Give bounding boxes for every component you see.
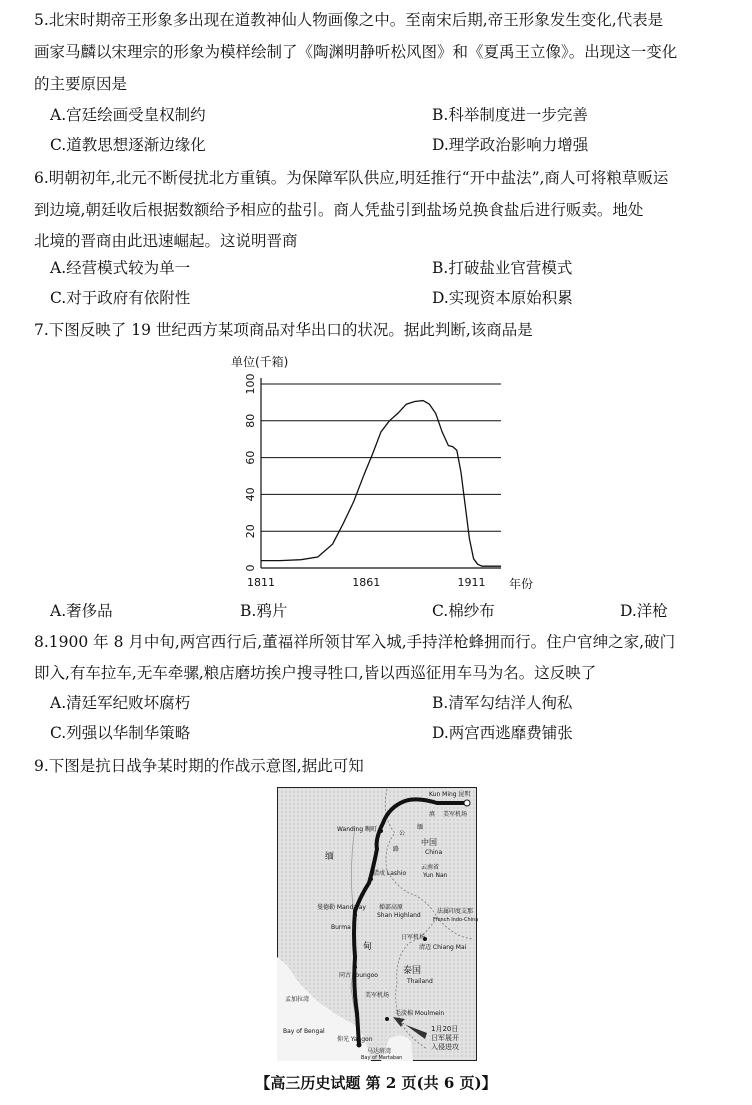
q5-line-1: 5.北宋时期帝王形象多出现在道教神仙人物画像之中。至南宋后期,帝王形象发生变化,代表是 <box>34 11 664 29</box>
map-label-bengal-en: Bay of Bengal <box>283 1028 325 1035</box>
q7-option-c: C.棉纱布 <box>432 602 495 620</box>
wanding-dot <box>379 829 383 833</box>
map-label-martaban-en: Bay of Martaban <box>361 1055 403 1061</box>
chart-x-tick-label: 1911 <box>457 576 486 589</box>
map-label-china-en: China <box>425 849 443 856</box>
chart-y-tick-label: 40 <box>244 487 257 502</box>
map-label-yunnan-cn: 云南省 <box>421 864 440 871</box>
q8-option-a: A.清廷军纪败坏腐朽 <box>50 694 191 712</box>
map-label-kunming: Kun Ming 昆明 <box>429 791 471 798</box>
q8-option-d: D.两宫西逃靡费铺张 <box>432 724 573 742</box>
q5-option-a: A.宫廷绘画受皇权制约 <box>50 106 206 124</box>
map-label-gong: 公 <box>399 830 406 837</box>
map-label-lashio: 腊戍 Lashio <box>373 870 407 877</box>
map-label-us-airbase-2: 美军机场 <box>365 992 390 999</box>
map-label-bengal-cn: 孟加拉湾 <box>285 996 310 1003</box>
map-label-indochina-en: French Indo-China <box>433 917 479 923</box>
map-annotation-line-3: 入侵进攻 <box>431 1043 459 1051</box>
q6-option-a: A.经营模式较为单一 <box>50 259 191 277</box>
map-label-yunnan-en: Yun Nan <box>423 872 448 879</box>
map-label-yangon: 仰光 Yangon <box>337 1036 373 1043</box>
export-line-chart <box>225 350 534 595</box>
q5-line-3: 的主要原因是 <box>34 75 128 93</box>
map-label-burma-1: 缅 <box>325 852 335 862</box>
chart-ylabel: 单位(千箱) <box>231 355 289 369</box>
page-footer: 【高三历史试题 第 2 页(共 6 页)】 <box>255 1074 497 1092</box>
mandalay-dot <box>353 913 357 917</box>
q9-stem: 9.下图是抗日战争某时期的作战示意图,据此可知 <box>34 757 364 775</box>
map-label-china-cn: 中国 <box>421 838 437 847</box>
q8-line-1: 8.1900 年 8 月中旬,两宫西行后,董福祥所领甘军入城,手持洋枪蜂拥而行。住户官绅之家,破门 <box>34 633 676 651</box>
yangon-dot <box>357 1043 362 1048</box>
q6-option-d: D.实现资本原始积累 <box>432 289 573 307</box>
map-label-burma-2: 甸 <box>363 942 373 952</box>
moulmein-dot <box>385 1017 389 1021</box>
map-label-thailand-en: Thailand <box>407 978 433 985</box>
map-annotation-line-2: 日军展开 <box>431 1034 459 1042</box>
chart-x-tick-label: 1861 <box>352 576 381 589</box>
map-label-wanding: Wanding 畹町 <box>337 826 378 833</box>
chart-y-tick-label: 60 <box>244 450 257 465</box>
chart-y-tick-label: 20 <box>244 524 257 539</box>
map-label-martaban-cn: 马达班湾 <box>367 1048 392 1055</box>
q5-line-2: 画家马麟以宋理宗的形象为模样绘制了《陶渊明静听松风图》和《夏禹王立像》。出现这一变化 <box>34 43 678 61</box>
chart-xlabel: 年份 <box>509 577 534 591</box>
q7-option-d: D.洋枪 <box>620 602 668 620</box>
q7-option-b: B.鸦片 <box>240 602 288 620</box>
map-label-shan-cn: 掸部高原 <box>379 904 404 911</box>
kunming-dot <box>464 800 470 806</box>
map-label-shan-en: Shan Highland <box>377 912 421 919</box>
map-label-us-airbase-1: 美军机场 <box>443 811 468 818</box>
chart-x-tick-label: 1811 <box>247 576 275 589</box>
map-label-lu: 路 <box>393 846 400 853</box>
q8-option-c: C.列强以华制华策略 <box>50 724 191 742</box>
q8-option-b: B.清军勾结洋人徇私 <box>432 694 573 712</box>
chart-y-tick-label: 0 <box>244 564 257 572</box>
map-label-burma-en: Burma <box>331 924 351 931</box>
q5-option-c: C.道教思想逐渐边缘化 <box>50 136 206 154</box>
toungoo-dot <box>353 965 357 969</box>
map-label-toungoo: 同古 Toungoo <box>339 972 378 979</box>
map-label-indochina-cn: 法属印度支那 <box>437 908 474 915</box>
q6-option-b: B.打破盐业官营模式 <box>432 259 573 277</box>
q6-line-3: 北境的晋商由此迅速崛起。这说明晋商 <box>34 232 298 250</box>
map-label-dian: 滇 <box>429 811 436 818</box>
map-label-japan-airbase: 日军机场 <box>401 934 426 941</box>
q6-option-c: C.对于政府有依附性 <box>50 289 191 307</box>
q7-option-a: A.奢侈品 <box>50 602 113 620</box>
map-label-mandalay: 曼德勒 Mandalay <box>317 904 366 911</box>
q5-option-d: D.理学政治影响力增强 <box>432 136 589 154</box>
battle-map <box>277 787 477 1061</box>
chart-series-line <box>261 401 501 567</box>
map-label-chiangmai: 清迈 Chiang Mai <box>419 944 467 951</box>
map-label-moulmein: 毛淡棉 Moulmein <box>395 1010 445 1017</box>
map-label-thailand-cn: 泰国 <box>403 966 422 976</box>
chart-y-tick-label: 80 <box>244 413 257 428</box>
map-annotation-date: 1月20日 <box>431 1025 459 1033</box>
q5-option-b: B.科举制度进一步完善 <box>432 106 588 124</box>
lashio-dot <box>369 877 373 881</box>
q6-line-2: 到边境,朝廷收后根据数额给予相应的盐引。商人凭盐引到盐场兑换食盐后进行贩卖。地处 <box>34 201 644 219</box>
chart-y-tick-label: 100 <box>244 373 257 395</box>
q8-line-2: 即入,有车拉车,无车牵骡,粮店磨坊挨户搜寻牲口,皆以西巡征用车马为名。这反映了 <box>34 664 597 682</box>
q6-line-1: 6.明朝初年,北元不断侵扰北方重镇。为保障军队供应,明廷推行“开中盐法”,商人可将粮草贩运 <box>34 169 669 187</box>
map-label-mian: 缅 <box>417 824 424 831</box>
q7-stem: 7.下图反映了 19 世纪西方某项商品对华出口的状况。据此判断,该商品是 <box>34 321 533 339</box>
